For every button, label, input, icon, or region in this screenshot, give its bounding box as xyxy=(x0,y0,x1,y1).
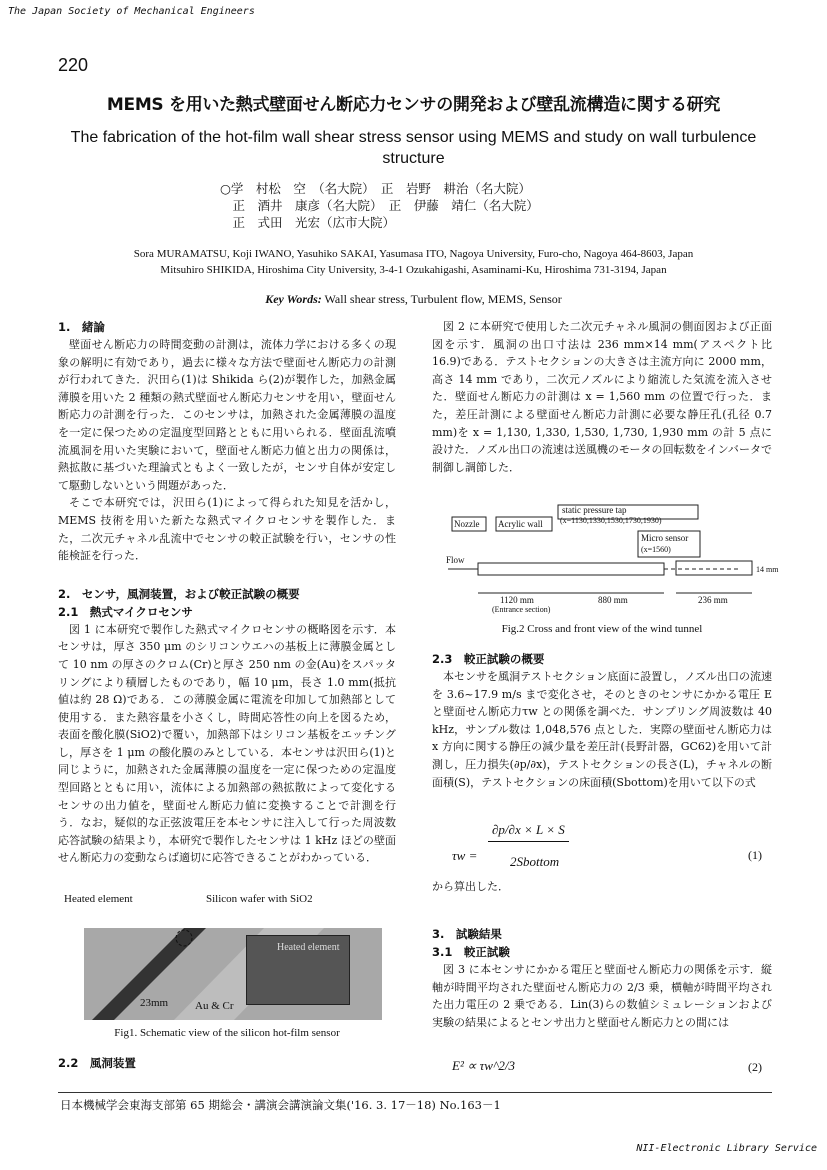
right-column xyxy=(432,318,772,476)
affiliation-line: Sora MURAMATSU, Koji IWANO, Yasuhiko SAKAI, Yasumasa ITO, Nagoya University, Furo-cho, Nagoya 464-8603, Japan xyxy=(133,248,694,260)
fig2-width: 236 mm xyxy=(698,595,728,605)
fig2-acrylic-label: Acrylic wall xyxy=(498,519,543,529)
section-heading: 1. 緒論 xyxy=(58,320,105,334)
fig1-inset xyxy=(246,935,350,1005)
fig2-flow-label: Flow xyxy=(446,555,465,565)
paper-number: 220 xyxy=(58,55,89,75)
left-column xyxy=(58,318,396,867)
equation-1-lhs: τw = xyxy=(452,848,478,863)
title-english: The fabrication of the hot-film wall shear stress sensor using MEMS and study on wall turbulence structure xyxy=(70,129,757,167)
keywords-text: Wall shear stress, Turbulent flow, MEMS, Sensor xyxy=(324,292,562,306)
equation-1-denominator: 2Sbottom xyxy=(510,854,560,869)
subsection-heading: 2.1 熱式マイクロセンサ xyxy=(58,604,193,619)
subsection-heading: 3.1 較正試験 xyxy=(432,945,510,959)
fig1-caption: Fig1. Schematic view of the silicon hot-film sensor xyxy=(114,1027,340,1039)
affiliation-line: Mitsuhiro SHIKIDA, Hiroshima City University, 3-4-1 Ozukahigashi, Asaminami-Ku, Hiroshima 731-3194, Japan xyxy=(160,264,667,276)
fig1-label-wafer: Silicon wafer with SiO2 xyxy=(206,893,313,905)
fig2-nozzle-label: Nozzle xyxy=(454,519,480,529)
right-column-results xyxy=(432,925,772,1031)
equation-2: E² ∝ τw^2/3 xyxy=(452,1058,516,1073)
fig2-caption: Fig.2 Cross and front view of the wind tunnel xyxy=(501,623,703,635)
right-column-after-eq xyxy=(432,878,772,896)
paragraph: 図 3 に本センサにかかる電圧と壁面せん断応力の関係を示す．縦軸が時間平均された壁面せん断応力の 2/3 乗，横軸が時間平均された出力電圧の 2 乗である．Lin(3)らの数値シミュレーションおよび実験の結果によるとセンサ出力と壁面せん断応力との間には xyxy=(432,963,772,1029)
paragraph: 図 2 に本研究で使用した二次元チャネル風洞の側面図および正面図を示す．風洞の出口寸法は 236 mm×14 mm(アスペクト比 16.9)である．テストセクションの大きさは主流方向に 2000 mm，高さ 14 mm であり，二次元ノズルにより縮流した気流を流入させた．壁面せん断応力の計測は x = 1,560 mm の位置で行った．また，差圧計測による壁面せん断応力計測に必要な静圧孔(孔径 0.7 mm)を x = 1,130, 1,330, 1,530, 1,730, 1,930 mm の計 5 点に設けた．ノズル出口の流速は送風機のモータの回転数をインバータで制御し調節した． xyxy=(432,320,772,474)
section-heading: 3. 試験結果 xyxy=(432,927,502,941)
equation-1-number: (1) xyxy=(748,848,762,862)
author-row: 正 式田 光宏（広市大院） xyxy=(220,215,396,230)
keywords xyxy=(60,292,767,307)
fig2-micro-label: Micro sensor xyxy=(641,533,689,543)
library-service-footer: NII-Electronic Library Service xyxy=(636,1143,817,1154)
proceedings-footer: 日本機械学会東海支部第 65 期総会・講演会講演論文集('16. 3. 17－18) No.163－1 xyxy=(60,1098,501,1112)
fig2-entrance-length: 1120 mm xyxy=(500,595,534,605)
paragraph: から算出した． xyxy=(432,880,509,893)
fig1-inset-label: Heated element xyxy=(277,942,340,953)
paragraph: そこで本研究では，沢田ら(1)によって得られた知見を活かし，MEMS 技術を用いた新たな熱式マイクロセンサを製作した．また，二次元チャネル乱流中でセンサの較正試験を行い，センサの性能検証を行った． xyxy=(58,496,396,563)
society-header: The Japan Society of Mechanical Engineers xyxy=(8,6,255,17)
fig1-dimension: 23mm xyxy=(140,997,169,1009)
fig2-test-length: 880 mm xyxy=(598,595,628,605)
paragraph: 本センサを風洞テストセクション底面に設置し，ノズル出口の流速を 3.6~17.9 m/s まで変化させ，そのときのセンサにかかる電圧 E と壁面せん断応力τw との関係を調べた．サンプリング周波数は 40 kHz，サンプル数は 1,048,576 点とした．実際の壁面せん断応力は x 方向に関する静圧の減少量を差圧計(長野計器，GC62)を用いて計測し，圧力損失(∂p/∂x)，テストセクションの長さ(L)，チャネルの断面積(S)，テストセクションの床面積(Sbottom)を用いて以下の式 xyxy=(432,670,772,789)
author-list xyxy=(220,180,539,231)
section-heading: 2. センサ，風洞装置，および較正試験の概要 xyxy=(58,586,300,601)
paragraph: 壁面せん断応力の時間変動の計測は，流体力学における多くの現象の解明に有効であり，過去に様々な方法で壁面せん断応力の計測が行われてきた．沢田ら(1)は Shikida ら(2)が製作した，加熱金属薄膜を用いた 2 種類の熱式壁面せん断応力センサを用い，壁面せん断応力の計測を行った．このセンサは，加熱された金属薄膜の温度を一定に保つための定温度型回路とともに用いられる．壁面乱流噴流風洞を用いた実験において，壁面せん断応力値と出力の関係は，熱拡散に基づいた理論式ともよく一致したが，センサ自体が安定して駆動しないという問題があった． xyxy=(58,338,396,492)
keywords-label: Key Words: xyxy=(265,292,322,306)
author-row: 正 酒井 康彦（名大院） 正 伊藤 靖仁（名大院） xyxy=(220,198,539,213)
fig1-metal-label: Au & Cr xyxy=(195,1000,234,1012)
title-japanese: MEMS を用いた熱式壁面せん断応力センサの開発および壁乱流構造に関する研究 xyxy=(106,95,721,115)
right-column-lower xyxy=(432,650,772,791)
fig2-entrance-label: (Entrance section) xyxy=(492,605,551,614)
equation-2-number: (2) xyxy=(748,1060,762,1074)
fig2-tap-label: static pressure tap xyxy=(562,505,627,515)
affiliations xyxy=(60,246,767,278)
subsection-heading: 2.3 較正試験の概要 xyxy=(432,652,545,666)
fig2-height-label: 14 mm xyxy=(756,565,779,574)
fig2-micro-position: (x=1560) xyxy=(641,545,671,554)
paragraph: 図 1 に本研究で製作した熱式マイクロセンサの概略図を示す．本センサは，厚さ 350 μm のシリコンウエハの基板上に薄膜金属として 10 nm の厚さのクロム(Cr)と厚さ 250 nm の金(Au)をスパッタリングにより積層したものであり，幅 10 μm，長さ 1.0 mm(抵抗値は約 28 Ω)である．この薄膜金属に電流を印加して加熱部として使用する．また熱容量を小さくし，時間応答性の向上を図るため，表面を酸化膜(SiO2)で覆い，加熱部下はシリコン基板をエッチングし，厚さを 1 μm の酸化膜のみとしている．本センサは沢田ら(1)と同じように，加熱された金属薄膜の温度を一定に保つための定温度型回路とともに用い，流体による加熱部の熱拡散によって変化するセンサの出力値を，壁面せん断応力値に変換することで計測を行う．なお，疑似的な正弦波電圧を本センサに注入して行った周波数応答試験の結果より，本研究で製作したセンサは 1 kHz ほどの壁面せん断応力の変動ならば適切に応答できることがわかっている． xyxy=(58,622,396,865)
fig2-wind-tunnel xyxy=(440,495,780,620)
fig2-tap-positions: (x=1130,1330,1530,1730,1930) xyxy=(560,516,662,525)
equation-1-numerator: ∂p/∂x × L × S xyxy=(488,822,569,842)
subsection-heading: 2.2 風洞装置 xyxy=(58,1056,136,1070)
footer-rule xyxy=(58,1092,772,1093)
fig1-label-heated: Heated element xyxy=(64,893,133,905)
author-row: ○学 村松 空 （名大院） 正 岩野 耕治（名大院） xyxy=(220,181,531,196)
